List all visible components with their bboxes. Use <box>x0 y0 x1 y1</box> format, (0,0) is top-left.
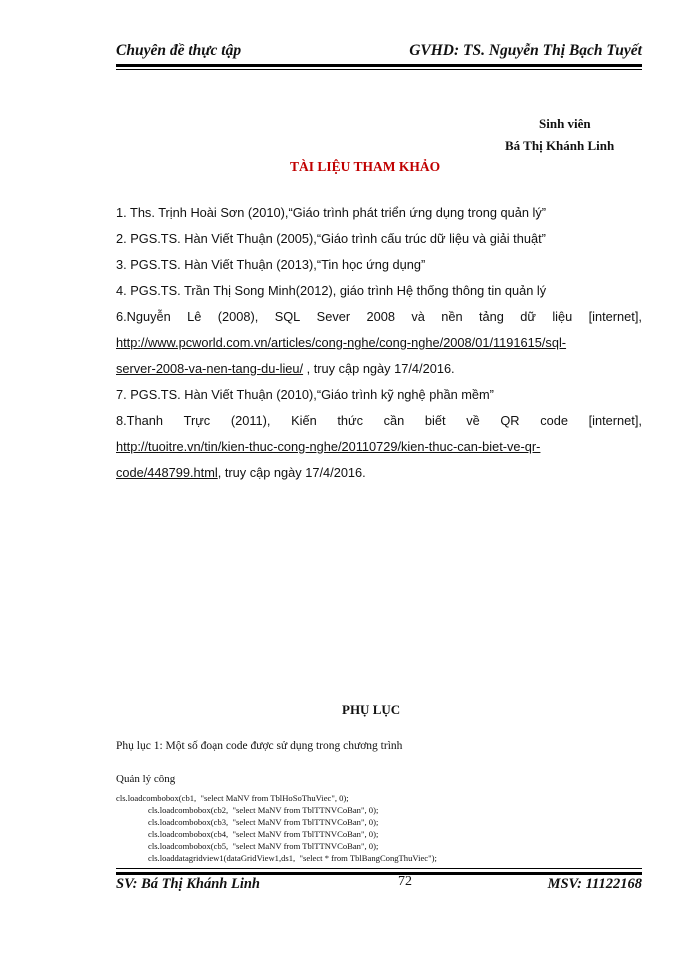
code-line-2: cls.loadcombobox(cb2, "select MaNV from TblTTNVCoBan", 0); <box>148 805 379 815</box>
reference-item-4: 4. PGS.TS. Trần Thị Song Minh(2012), giáo trình Hệ thống thông tin quản lý <box>116 283 547 298</box>
reference-item-6-line-2 <box>116 335 566 350</box>
reference-item-6-line-1: 6.Nguyễn Lê (2008), SQL Sever 2008 và nền tảng dữ liệu [internet], <box>116 309 642 324</box>
page-number: 72 <box>398 874 412 889</box>
code-line-1: cls.loadcombobox(cb1, "select MaNV from TblHoSoThuViec", 0); <box>116 793 349 803</box>
reference-item-1: 1. Ths. Trịnh Hoài Sơn (2010),“Giáo trình phát triển ứng dụng trong quản lý” <box>116 205 547 220</box>
references-title: TÀI LIỆU THAM KHẢO <box>290 159 441 174</box>
appendix-subtitle: Phụ lục 1: Một số đoạn code được sử dụng trong chương trình <box>116 740 403 752</box>
footer-student: SV: Bá Thị Khánh Linh <box>116 876 260 892</box>
reference-item-8-line-1: 8.Thanh Trực (2011), Kiến thức cần biết về QR code [internet], <box>116 413 642 428</box>
appendix-title: PHỤ LỤC <box>342 702 401 717</box>
code-line-3: cls.loadcombobox(cb3, "select MaNV from TblTTNVCoBan", 0); <box>148 817 379 827</box>
appendix-section-label: Quản lý công <box>116 773 176 785</box>
reference-item-8-line-2 <box>116 439 540 454</box>
reference-6-link[interactable]: http://www.pcworld.com.vn/articles/cong-nghe/cong-nghe/2008/01/1191615/sql- <box>116 335 567 350</box>
reference-item-7: 7. PGS.TS. Hàn Viết Thuận (2010),“Giáo trình kỹ nghệ phần mềm” <box>116 387 494 402</box>
reference-8-link-cont[interactable]: code/448799.html <box>116 465 218 480</box>
code-line-6: cls.loaddatagridview1(dataGridView1,ds1, "select * from TblBangCongThuViec"); <box>148 853 437 863</box>
reference-item-8-line-3: code/448799.html, truy cập ngày 17/4/2016. <box>116 465 366 480</box>
reference-6-link-cont[interactable]: server-2008-va-nen-tang-du-lieu/ <box>116 361 304 376</box>
code-line-5: cls.loadcombobox(cb5, "select MaNV from TblTTNVCoBan", 0); <box>148 841 379 851</box>
header-rule-thin <box>116 69 642 70</box>
reference-8-link[interactable]: http://tuoitre.vn/tin/kien-thuc-cong-nghe/20110729/kien-thuc-can-biet-ve-qr- <box>116 439 541 454</box>
reference-item-2: 2. PGS.TS. Hàn Viết Thuận (2005),“Giáo trình cấu trúc dữ liệu và giải thuật” <box>116 231 546 246</box>
page-footer <box>116 876 642 898</box>
signature-name: Bá Thị Khánh Linh <box>505 138 615 153</box>
page-header <box>116 40 642 64</box>
footer-student-id: MSV: 11122168 <box>547 876 642 892</box>
signature-role: Sinh viên <box>539 116 591 131</box>
footer-rule-thin <box>116 868 642 869</box>
code-line-4: cls.loadcombobox(cb4, "select MaNV from TblTTNVCoBan", 0); <box>148 829 379 839</box>
footer-rule-thick <box>116 872 642 875</box>
reference-item-6-line-3: server-2008-va-nen-tang-du-lieu/ , truy cập ngày 17/4/2016. <box>116 361 455 376</box>
header-rule-thick <box>116 64 642 67</box>
header-course: Chuyên đề thực tập <box>116 42 242 59</box>
header-supervisor: GVHD: TS. Nguyễn Thị Bạch Tuyết <box>409 42 642 59</box>
reference-item-3: 3. PGS.TS. Hàn Viết Thuận (2013),“Tin học ứng dụng” <box>116 257 426 272</box>
